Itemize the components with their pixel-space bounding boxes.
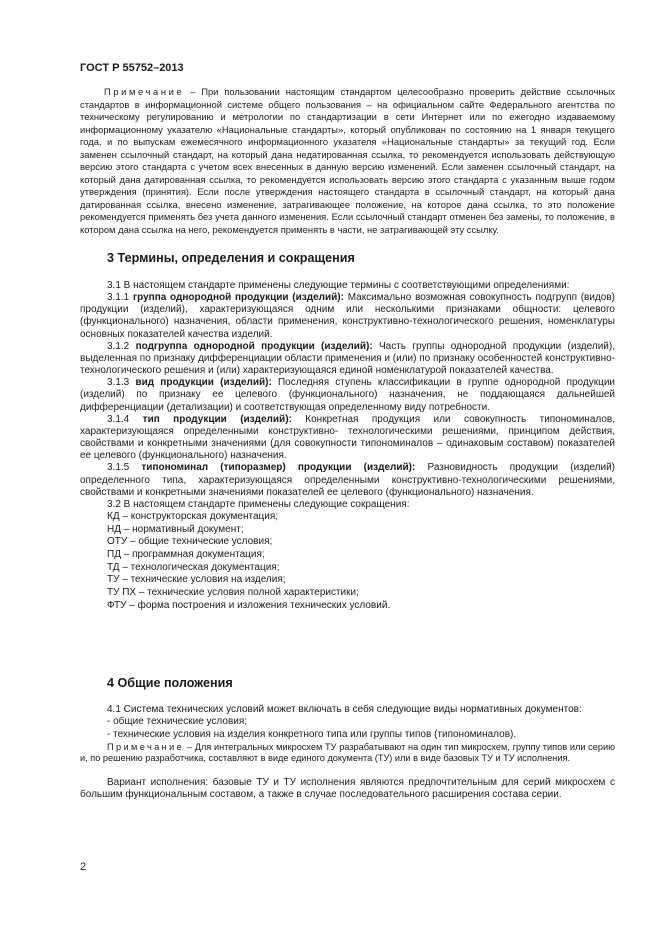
term-3-1-2 (80, 341, 615, 377)
abbreviation-item: ПД – программная документация; (107, 549, 265, 561)
clause-3-2: 3.2 В настоящем стандарте применены следующие сокращения: (107, 498, 410, 510)
term-number: 3.1.5 (107, 462, 142, 474)
term-name: подгруппа однородной продукции (изделий): (135, 340, 373, 352)
term-number: 3.1.1 (107, 292, 133, 304)
term-name: типономинал (типоразмер) продукции (изделий): (141, 462, 416, 474)
term-number: 3.1.3 (107, 377, 136, 389)
section-3-heading: 3 Термины, определения и сокращения (107, 251, 355, 265)
clause-3-1: 3.1 В настоящем стандарте применены следующие термины с соответствующими определениями: (107, 280, 570, 291)
section-3-body (80, 280, 615, 613)
abbreviation-item: КД – конструкторская документация; (107, 510, 279, 522)
document-code-header: ГОСТ Р 55752–2013 (80, 62, 184, 74)
abbreviation-item: НД – нормативный документ; (107, 523, 244, 535)
reference-note (80, 86, 615, 237)
term-3-1-3 (80, 377, 615, 413)
abbreviation-item: ТУ – технические условия на изделия; (107, 574, 286, 586)
term-name: тип продукции (изделий): (142, 413, 292, 425)
reference-note-text (80, 86, 615, 237)
term-3-1-5 (80, 462, 615, 498)
term-definition: Конкретная продукция или совокупность типономиналов, характеризующаяся определенными конструктивно- технологическими решениями, принципом действия, свойствами и конкретными значениями (для совокупности типономиналов – одинаковым составом) показателей ее целевого (функционального) назначения. (80, 413, 615, 462)
section-4-body (80, 704, 615, 801)
term-3-1-4 (80, 414, 615, 463)
note-lead: Примечание (107, 741, 185, 752)
term-definition: Максимально возможная совокупность подгрупп (видов) продукции (изделий), характеризующаяся одним или несколькими признаками общности: целевого (функционального) назначения, области применения, конструктивно-технологического решения, номенклатуры основных показателей качества изделий. (80, 292, 615, 340)
term-name: вид продукции (изделий): (135, 377, 272, 389)
term-number: 3.1.2 (107, 340, 136, 352)
section-4-note (80, 742, 615, 765)
note-body: – Для интегральных микросхем ТУ разрабатывают на один тип микросхем, группу типов или серию и, по решению разработчика, составляют в виде единого документа (ТУ) или в виде базовых ТУ и ТУ исполнения. (80, 741, 615, 764)
clause-4-1: 4.1 Система технических условий может включать в себя следующие виды нормативных документов: (107, 704, 582, 715)
note-lead: Примечание (104, 86, 185, 97)
term-number: 3.1.4 (107, 413, 143, 425)
page-number: 2 (80, 861, 87, 873)
term-definition: Часть группы однородной продукции (изделий), выделенная по признаку дифференциации области применения и (или) по признаку особенностей конструктивно-технологического решения и (или) характеризующаяся единой номенклатурой показателей качества. (80, 340, 615, 377)
term-name: группа однородной продукции (изделий): (132, 292, 344, 304)
abbreviation-item: ОТУ – общие технические условия; (107, 536, 273, 548)
term-definition: Разновидность продукции (изделий) определенного типа, характеризующаяся определенными конструктивно-технологическими решениями, свойствами и конкретными значениями показателей ее целевого (функционального) назначения. (80, 462, 615, 498)
variant-paragraph: Вариант исполнения: базовые ТУ и ТУ исполнения являются предпочтительным для серий микросхем с большим функциональным составом, а также в случае последовательного расширения состава серии. (80, 776, 615, 801)
document-type-item: - технические условия на изделия конкретного типа или группы типов (типономиналов). (107, 728, 517, 740)
section-4-heading: 4 Общие положения (107, 676, 233, 690)
abbreviation-item: ТУ ПХ – технические условия полной характеристики; (107, 587, 359, 599)
document-type-item: - общие технические условия; (107, 716, 248, 728)
abbreviation-item: ТД – технологическая документация; (107, 561, 280, 573)
term-3-1-1 (80, 292, 615, 341)
note-body: – При пользовании настоящим стандартом целесообразно проверить действие ссылочных стандартов в информационной системе общего пользования – на официальном сайте Федерального агентства по техническому регулированию и метрологии по стандартизации в сети Интернет или по ежегодно издаваемому информационному указателю «Национальные стандарты», который опубликован по состоянию на 1 января текущего года, и по выпускам ежемесячного информационного указателя «Национальные стандарты» за текущий год. Если заменен ссылочный стандарт, на который дана недатированная ссылка, то рекомендуется использовать действующую версию этого стандарта с учетом всех внесенных в данную версию изменений. Если заменен ссылочный стандарт, на который дана датированная ссылка, то рекомендуется использовать версию этого стандарта с указанным выше годом утверждения (принятия). Если после утверждения настоящего стандарта в ссылочный стандарт, на который дана датированная ссылка, внесено изменение, затрагивающее положение, на которое дана ссылка, то это положение рекомендуется применять без учета данного изменения. Если ссылочный стандарт отменен без замены, то положение, в котором дана ссылка на него, рекомендуется применять в части, не затрагивающей эту ссылку. (80, 86, 615, 236)
term-definition: Последняя ступень классификации в группе однородной продукции (изделий) по признаку ее целевого (функционального) назначения, не поддающаяся дальнейшей дифференциации (детализации) и соответствующая определенному виду потребности. (80, 377, 615, 413)
abbreviation-item: ФТУ – форма построения и изложения технических условий. (107, 599, 391, 611)
